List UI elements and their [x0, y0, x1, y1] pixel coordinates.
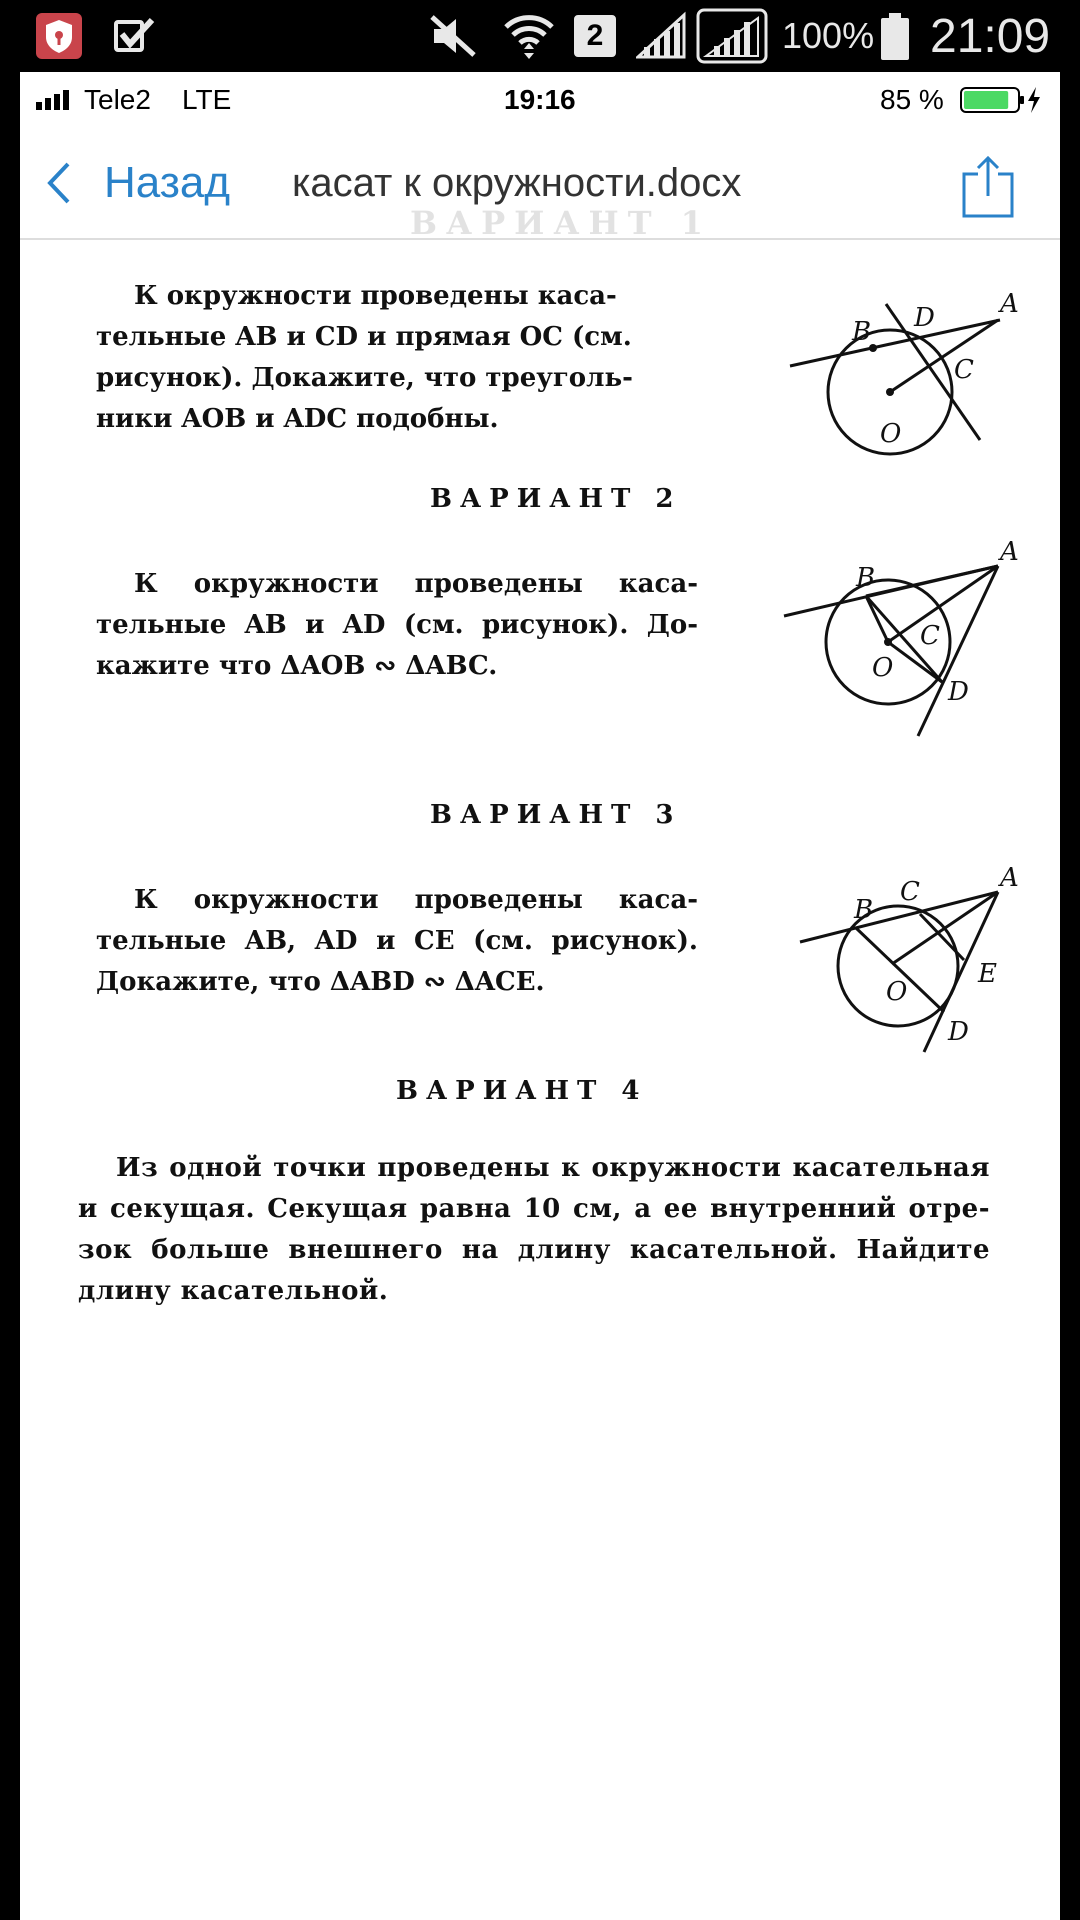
label-o: O: [880, 419, 902, 449]
label-c: C: [954, 355, 974, 385]
point-o: [884, 638, 892, 646]
ios-battery-icon: [960, 72, 1044, 128]
text-line: тельные AB и CD и прямая OC (см.: [96, 322, 632, 352]
wifi-icon: [502, 0, 556, 72]
text-line: К окружности проведены каса-: [134, 281, 617, 311]
back-label: Назад: [104, 158, 231, 207]
signal-icon: [636, 0, 688, 72]
variant-2-text: [96, 564, 698, 687]
text-line: зок больше внешнего на длину касательной. Найдите: [78, 1235, 990, 1265]
variant-heading-ghost: ВАРИАНТ 1: [410, 204, 712, 242]
text-line: и секущая. Секущая равна 10 см, а ее внутренний отре-: [78, 1194, 990, 1224]
text-line: тельные AB, AD и CE (см. рисунок).: [96, 926, 698, 956]
variant-2-heading: ВАРИАНТ 2: [430, 484, 682, 514]
variant-4-text: [78, 1148, 990, 1312]
text-line: длину касательной.: [78, 1276, 389, 1306]
back-button[interactable]: [40, 128, 230, 238]
page-title: касат к окружности.docx: [292, 160, 742, 205]
battery-icon: [880, 0, 910, 72]
ios-clock: 19:16: [504, 84, 576, 115]
variant-1-text: [96, 276, 698, 440]
tangent-ab: [800, 892, 998, 942]
android-clock: 21:09: [930, 9, 1051, 63]
label-c: C: [920, 621, 940, 651]
chevron-left-icon: [40, 158, 80, 208]
network-type: LTE: [182, 84, 232, 115]
checkbox-icon: [112, 0, 156, 72]
figure-variant-2: [760, 540, 1040, 740]
text-line: К окружности проведены каса-: [134, 569, 698, 599]
label-a: A: [1000, 863, 1019, 893]
ios-battery-percent: 85 %: [880, 84, 944, 115]
variant-3-heading: ВАРИАНТ 3: [430, 800, 682, 830]
ios-status-bar: [20, 72, 1060, 128]
document-page: [20, 240, 1060, 1920]
label-a: A: [1000, 289, 1019, 319]
point-o: [886, 388, 894, 396]
text-line: К окружности проведены каса-: [134, 885, 698, 915]
label-e: E: [978, 959, 997, 989]
label-a: A: [1000, 540, 1019, 567]
label-b: B: [856, 563, 876, 593]
label-d: D: [948, 1017, 969, 1047]
cellular-signal-icon: [36, 72, 76, 128]
mute-icon: [428, 0, 478, 72]
text-line: кажите что ΔAOB ∾ ΔABC.: [96, 651, 498, 681]
figure-variant-3: [780, 856, 1040, 1056]
variant-4-heading: ВАРИАНТ 4: [396, 1076, 648, 1106]
text-line: Из одной точки проведены к окружности касательная: [116, 1153, 990, 1183]
signal-icon: [696, 0, 768, 72]
text-line: тельные AB и AD (см. рисунок). До-: [96, 610, 698, 640]
label-d: D: [914, 303, 935, 333]
label-o: O: [886, 977, 908, 1007]
security-shield-icon: [34, 0, 84, 72]
android-battery-percent: 100%: [782, 15, 875, 56]
share-icon[interactable]: [960, 154, 1016, 220]
label-b: B: [852, 317, 872, 347]
carrier-name: Tele2: [84, 84, 151, 115]
text-line: рисунок). Докажите, что треуголь-: [96, 363, 633, 393]
label-d: D: [948, 677, 969, 707]
figure-variant-1: [760, 262, 1040, 462]
text-line: Докажите, что ΔABD ∾ ΔACE.: [96, 967, 545, 997]
label-b: B: [854, 895, 874, 925]
tangent-ad: [918, 566, 998, 736]
document-viewer-screen: [20, 72, 1060, 1920]
label-o: O: [872, 653, 894, 683]
label-c: C: [900, 877, 920, 907]
variant-3-text: [96, 880, 698, 1003]
android-status-bar: [0, 0, 1080, 72]
text-line: ники AOB и ADC подобны.: [96, 404, 499, 434]
sim-badge-icon: 2: [574, 0, 616, 72]
